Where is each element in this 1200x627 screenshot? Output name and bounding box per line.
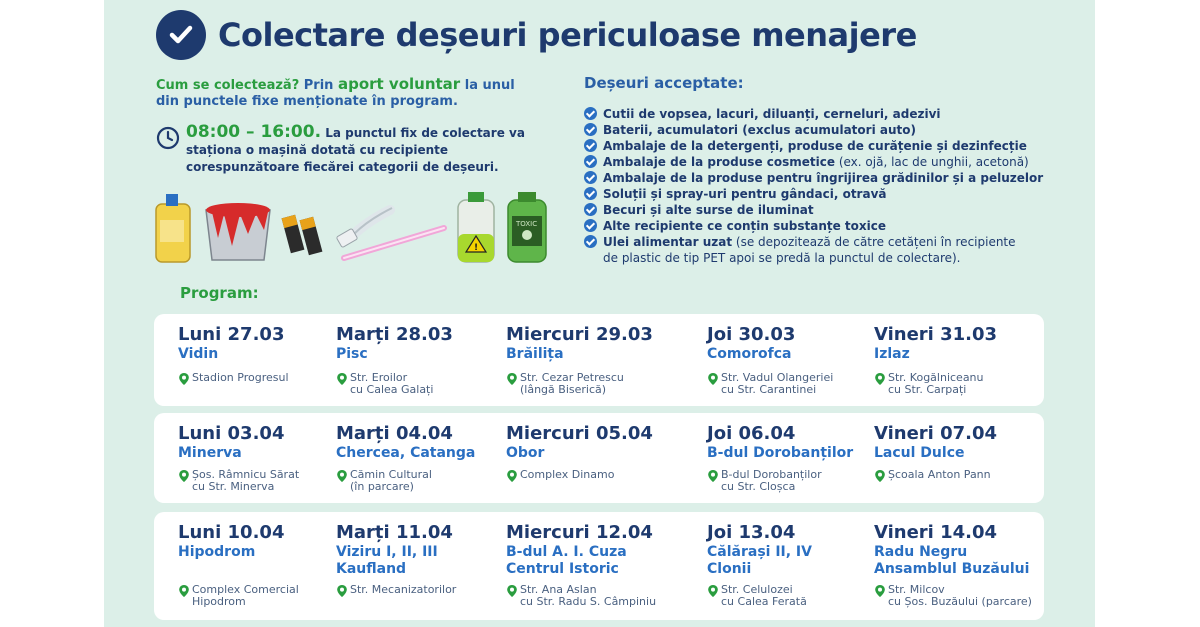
toxic-bottle-icon [508, 192, 546, 262]
week-row [154, 413, 1044, 503]
hours-time: 08:00 – 16:00. [186, 122, 322, 142]
accepted-item-bold: Ambalaje de la produse cosmetice [603, 155, 836, 169]
schedule-day [506, 423, 696, 501]
schedule-day [874, 522, 1064, 618]
accepted-item-bold: Ambalaje de la detergenți, produse de curățenie și dezinfecție [603, 139, 1027, 153]
day-date: Joi 06.04 [707, 423, 796, 444]
accepted-item-note: de plastic de tip PET apoi se predă la punctul de colectare). [603, 251, 961, 265]
location-pin-icon [336, 469, 348, 483]
day-place: Lacul Dulce [874, 445, 965, 461]
detergent-bottle-icon [156, 194, 190, 262]
day-location: Str. Vadul Olangeriei cu Str. Carantinei [707, 372, 833, 396]
day-date: Vineri 07.04 [874, 423, 998, 444]
day-place: Brăilița [506, 346, 564, 362]
accepted-title: Deșeuri acceptate: [584, 74, 744, 92]
day-location: Str. Cezar Petrescu (lângă Biserică) [506, 372, 624, 396]
day-date: Marți 11.04 [336, 522, 453, 543]
schedule-day [336, 324, 526, 404]
toxic-label: TOXIC [516, 220, 538, 228]
location-pin-icon [178, 584, 190, 598]
check-bullet-icon [584, 219, 597, 232]
accepted-item [584, 234, 1054, 250]
day-location: Str. Celulozei cu Calea Ferată [707, 584, 807, 608]
schedule-day [874, 324, 1064, 404]
day-date: Vineri 31.03 [874, 324, 998, 345]
day-location: Școala Anton Pann [874, 469, 991, 483]
accepted-item [584, 170, 1054, 186]
program-label: Program: [180, 284, 259, 302]
day-place: Pisc [336, 346, 368, 362]
accepted-item [584, 138, 1054, 154]
location-pin-icon [707, 584, 719, 598]
schedule-day [707, 423, 897, 501]
day-date: Vineri 14.04 [874, 522, 998, 543]
svg-text:!: ! [474, 243, 479, 253]
day-location: Str. Milcov cu Șos. Buzăului (parcare) [874, 584, 1032, 608]
accepted-item-bold: Becuri și alte surse de iluminat [603, 203, 814, 217]
location-pin-icon [707, 372, 719, 386]
check-bullet-icon [584, 123, 597, 136]
day-place: Minerva [178, 445, 242, 461]
day-date: Luni 27.03 [178, 324, 285, 345]
hours-text-3: corespunzătoare fiecărei categorii de deșeuri. [186, 160, 499, 174]
accepted-item-bold: Ulei alimentar uzat [603, 235, 733, 249]
day-place: Vidin [178, 346, 219, 362]
day-date: Luni 10.04 [178, 522, 285, 543]
location-pin-icon [178, 469, 190, 483]
day-date: Joi 13.04 [707, 522, 796, 543]
accepted-item-bold: Ambalaje de la produse pentru îngrijirea grădinilor și a peluzelor [603, 171, 1044, 185]
schedule-day [336, 423, 526, 501]
check-bullet-icon [584, 107, 597, 120]
day-place: Viziru I, II, III Kaufland [336, 544, 438, 577]
day-place: Izlaz [874, 346, 910, 362]
location-pin-icon [874, 469, 886, 483]
day-place: Radu Negru Ansamblul Buzăului [874, 544, 1030, 577]
week-row [154, 512, 1044, 620]
accepted-item [584, 122, 1054, 138]
accepted-item [584, 218, 1054, 234]
schedule-day [707, 324, 897, 404]
day-place: Hipodrom [178, 544, 256, 560]
day-location: Str. Eroilor cu Calea Galați [336, 372, 433, 396]
week-row [154, 314, 1044, 406]
accepted-item-bold: Alte recipiente ce conțin substanțe toxice [603, 219, 887, 233]
poster-panel [104, 0, 1095, 627]
hours-text [186, 124, 525, 176]
hazard-bottle-icon [458, 192, 494, 262]
clock-icon [156, 126, 180, 150]
intro-rest1: la unul [464, 78, 515, 93]
accepted-item [584, 202, 1054, 218]
location-pin-icon [506, 469, 518, 483]
day-location: Complex Dinamo [506, 469, 614, 483]
day-location: Str. Mecanizatorilor [336, 584, 456, 598]
accepted-item [584, 186, 1054, 202]
check-bullet-icon [584, 203, 597, 216]
day-date: Miercuri 05.04 [506, 423, 653, 444]
location-pin-icon [707, 469, 719, 483]
day-date: Luni 03.04 [178, 423, 285, 444]
location-pin-icon [506, 584, 518, 598]
check-bullet-icon [584, 155, 597, 168]
collection-intro [156, 76, 526, 110]
day-date: Marți 04.04 [336, 423, 453, 444]
day-location: B-dul Dorobanților cu Str. Cloșca [707, 469, 822, 493]
check-bullet-icon [584, 139, 597, 152]
day-location: Șos. Râmnicu Sărat cu Str. Minerva [178, 469, 299, 493]
accepted-item-note: (ex. ojă, lac de unghii, acetonă) [835, 155, 1029, 169]
hours-text-1: La punctul fix de colectare va [325, 126, 525, 140]
day-place: Chercea, Catanga [336, 445, 476, 461]
header [156, 10, 917, 60]
accepted-item-bold: Cutii de vopsea, lacuri, diluanți, cerneluri, adezivi [603, 107, 941, 121]
schedule-day [874, 423, 1064, 501]
hours-block [156, 124, 526, 176]
check-bullet-icon [584, 235, 597, 248]
location-pin-icon [336, 372, 348, 386]
check-bullet-icon [584, 171, 597, 184]
day-place: Călărași II, IV Clonii [707, 544, 812, 577]
hours-text-2: staționa o mașină dotată cu recipiente [186, 143, 449, 157]
accepted-item [584, 106, 1054, 122]
accepted-item-bold: Baterii, acumulatori (exclus acumulatori auto) [603, 123, 916, 137]
day-location: Str. Ana Aslan cu Str. Radu S. Câmpiniu [506, 584, 656, 608]
day-date: Miercuri 29.03 [506, 324, 653, 345]
accepted-list [584, 106, 1054, 266]
accepted-item [584, 154, 1054, 170]
location-pin-icon [874, 584, 886, 598]
day-date: Miercuri 12.04 [506, 522, 653, 543]
light-bulb-icon [336, 208, 392, 248]
day-location: Str. Kogălniceanu cu Str. Carpați [874, 372, 984, 396]
location-pin-icon [506, 372, 518, 386]
schedule-day [506, 522, 696, 618]
page-title: Colectare deșeuri periculoase menajere [218, 16, 917, 54]
day-place: Obor [506, 445, 545, 461]
day-date: Joi 30.03 [707, 324, 796, 345]
accepted-item-note: (se depozitează de către cetățeni în recipiente [732, 235, 1016, 249]
location-pin-icon [178, 372, 190, 386]
day-location: Complex Comercial Hipodrom [178, 584, 299, 608]
day-place: B-dul A. I. Cuza Centrul Istoric [506, 544, 627, 577]
schedule-day [707, 522, 897, 618]
day-date: Marți 28.03 [336, 324, 453, 345]
intro-rest2: din punctele fixe menționate în program. [156, 94, 458, 109]
check-bullet-icon [584, 187, 597, 200]
location-pin-icon [874, 372, 886, 386]
day-place: B-dul Dorobanților [707, 445, 854, 461]
day-place: Comorofca [707, 346, 792, 362]
checkmark-icon [156, 10, 206, 60]
day-location: Cămin Cultural (în parcare) [336, 469, 432, 493]
batteries-icon [282, 215, 323, 255]
intro-question: Cum se colectează? [156, 78, 300, 93]
waste-items-illustration [152, 190, 552, 266]
intro-prin: Prin [303, 78, 334, 93]
schedule-day [506, 324, 696, 404]
location-pin-icon [336, 584, 348, 598]
accepted-item-bold: Soluții și spray-uri pentru gândaci, otravă [603, 187, 887, 201]
schedule-day [336, 522, 526, 618]
accepted-item [584, 250, 1054, 266]
paint-bucket-icon [206, 203, 270, 260]
day-location: Stadion Progresul [178, 372, 289, 386]
intro-aport: aport voluntar [337, 75, 461, 93]
